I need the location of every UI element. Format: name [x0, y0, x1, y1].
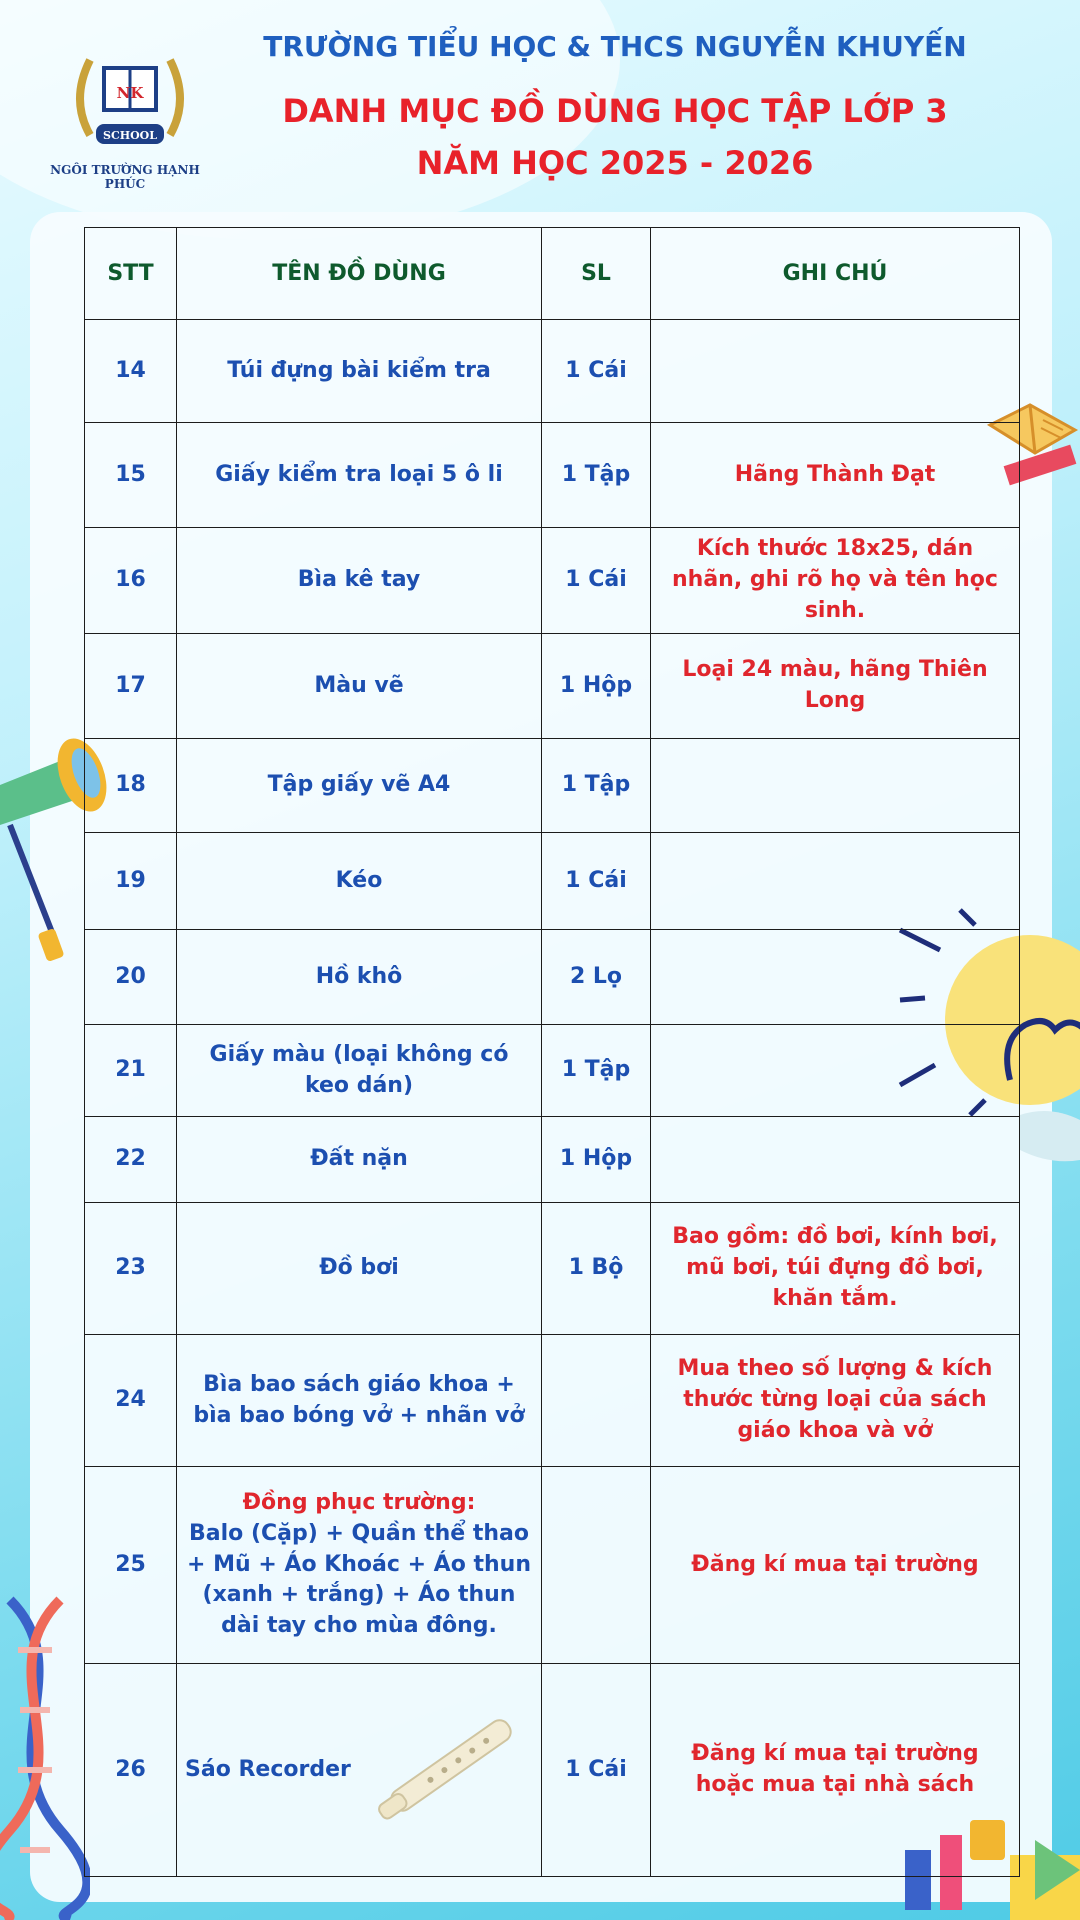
dna-icon	[0, 1590, 90, 1920]
table-row	[85, 1025, 1020, 1117]
cell-stt: 22	[85, 1117, 177, 1203]
logo-text: SCHOOL	[103, 129, 157, 142]
cell-stt: 17	[85, 634, 177, 739]
column-header-stt: STT	[85, 228, 177, 320]
table-row	[85, 1467, 1020, 1664]
cell-note	[651, 833, 1020, 930]
cell-note: Bao gồm: đồ bơi, kính bơi, mũ bơi, túi đựng đồ bơi, khăn tắm.	[651, 1203, 1020, 1335]
cell-qty: 2 Lọ	[542, 930, 651, 1025]
cell-note	[651, 320, 1020, 423]
recorder-label: Sáo Recorder	[185, 1756, 351, 1782]
cell-name: Giấy màu (loại không có keo dán)	[177, 1025, 542, 1117]
cell-name: Bìa kê tay	[177, 528, 542, 634]
school-logo-icon	[70, 40, 190, 160]
cell-qty: 1 Tập	[542, 423, 651, 528]
cell-note: Loại 24 màu, hãng Thiên Long	[651, 634, 1020, 739]
page-title-line2: NĂM HỌC 2025 - 2026	[416, 144, 814, 182]
cell-name	[177, 1664, 542, 1877]
cell-qty: 1 Cái	[542, 1664, 651, 1877]
column-header-name: TÊN ĐỒ DÙNG	[177, 228, 542, 320]
supplies-table	[84, 227, 1020, 1877]
table-row	[85, 528, 1020, 634]
table-header-row	[85, 228, 1020, 320]
cell-note	[651, 739, 1020, 833]
cell-note: Đăng kí mua tại trường	[651, 1467, 1020, 1664]
cell-note: Kích thước 18x25, dán nhãn, ghi rõ họ và tên học sinh.	[651, 528, 1020, 634]
cell-stt: 19	[85, 833, 177, 930]
table-row	[85, 1335, 1020, 1467]
cell-note: Hãng Thành Đạt	[651, 423, 1020, 528]
uniform-heading: Đồng phục trường:	[242, 1490, 476, 1515]
header	[0, 0, 1080, 200]
cell-stt: 16	[85, 528, 177, 634]
cell-name: Đất nặn	[177, 1117, 542, 1203]
uniform-items: Balo (Cặp) + Quần thể thao + Mũ + Áo Khoác + Áo thun (xanh + trắng) + Áo thun dài tay cho mùa đông.	[187, 1520, 531, 1639]
cell-stt: 20	[85, 930, 177, 1025]
cell-stt: 21	[85, 1025, 177, 1117]
cell-note	[651, 1025, 1020, 1117]
cell-name: Đồ bơi	[177, 1203, 542, 1335]
cell-note: Đăng kí mua tại trường hoặc mua tại nhà sách	[651, 1664, 1020, 1877]
cell-note	[651, 1117, 1020, 1203]
cell-name: Giấy kiểm tra loại 5 ô li	[177, 423, 542, 528]
cell-qty: 1 Tập	[542, 739, 651, 833]
table-row	[85, 930, 1020, 1025]
cell-qty: 1 Hộp	[542, 1117, 651, 1203]
table-row	[85, 1117, 1020, 1203]
cell-qty	[542, 1335, 651, 1467]
column-header-qty: SL	[542, 228, 651, 320]
cell-name: Màu vẽ	[177, 634, 542, 739]
cell-name: Tập giấy vẽ A4	[177, 739, 542, 833]
column-header-note: GHI CHÚ	[651, 228, 1020, 320]
cell-stt: 24	[85, 1335, 177, 1467]
cell-name: Bìa bao sách giáo khoa + bìa bao bóng vở + nhãn vở	[177, 1335, 542, 1467]
cell-name: Kéo	[177, 833, 542, 930]
cell-name: Túi đựng bài kiểm tra	[177, 320, 542, 423]
cell-qty: 1 Hộp	[542, 634, 651, 739]
table-row	[85, 423, 1020, 528]
logo-letters: NK	[116, 84, 144, 102]
table-row	[85, 634, 1020, 739]
table-row	[85, 1203, 1020, 1335]
cell-stt: 15	[85, 423, 177, 528]
cell-note: Mua theo số lượng & kích thước từng loại của sách giáo khoa và vở	[651, 1335, 1020, 1467]
cell-stt: 26	[85, 1664, 177, 1877]
cell-stt: 18	[85, 739, 177, 833]
table-row	[85, 320, 1020, 423]
cell-qty: 1 Cái	[542, 528, 651, 634]
cell-qty	[542, 1467, 651, 1664]
table-row	[85, 739, 1020, 833]
school-motto: NGÔI TRƯỜNG HẠNH PHÚC	[50, 163, 200, 191]
table-row	[85, 1664, 1020, 1877]
page-title-line1: DANH MỤC ĐỒ DÙNG HỌC TẬP LỚP 3	[282, 92, 948, 130]
recorder-icon	[363, 1685, 533, 1855]
school-name: TRƯỜNG TIỂU HỌC & THCS NGUYỄN KHUYẾN	[263, 30, 967, 63]
cell-stt: 25	[85, 1467, 177, 1664]
cell-qty: 1 Tập	[542, 1025, 651, 1117]
cell-qty: 1 Cái	[542, 833, 651, 930]
table-row	[85, 833, 1020, 930]
cell-name: Hồ khô	[177, 930, 542, 1025]
cell-stt: 23	[85, 1203, 177, 1335]
cell-qty: 1 Bộ	[542, 1203, 651, 1335]
cell-name	[177, 1467, 542, 1664]
cell-stt: 14	[85, 320, 177, 423]
cell-note	[651, 930, 1020, 1025]
cell-qty: 1 Cái	[542, 320, 651, 423]
